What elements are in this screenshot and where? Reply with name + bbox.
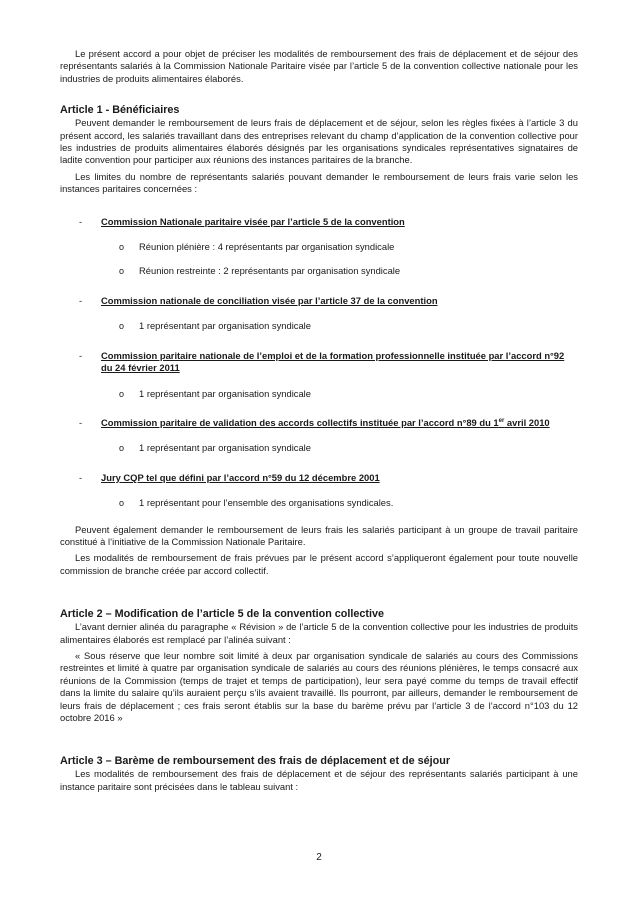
article-1-heading: Article 1 - Bénéficiaires: [60, 104, 180, 117]
article-2-paragraph-1: L’avant dernier alinéa du paragraphe « Révision » de l’article 5 de la convention collective pour les industries de produits alimentaires élaborés est remplacé par l’alinéa suivant :: [60, 621, 578, 645]
article-2-paragraph-2: « Sous réserve que leur nombre soit limité à deux par organisation syndicale de salariés au cours des Commissions restreintes et limité à quatre par organisation syndicale de salariés au cours des réunions plénières, le temps consacré aux réunions de la Commission (temps de trajet et temps de participation), leur sera payé comme du temps de travail effectif dans la limite du salaire qu’ils auraient perçu s’ils avaient travaillé. Ils pourront, par ailleurs, demander le remboursement de leurs frais de déplacement ; ces frais seront établis sur la base du barème prévu par l’article 3 de l’accord n°103 du 12 octobre 2016 »: [60, 649, 578, 723]
list-item-commission-validation: - Commission paritaire de validation des accords collectifs instituée par l’accord n°89 du 1er avril 2010: [79, 416, 550, 428]
page-number: 2: [316, 852, 322, 863]
sub-item: o Réunion restreinte : 2 représentants par organisation syndicale: [119, 265, 401, 277]
sub-item: o 1 représentant par organisation syndicale: [119, 387, 311, 399]
article-3-heading: Article 3 – Barème de remboursement des frais de déplacement et de séjour: [60, 755, 451, 768]
sub-item: o 1 représentant par organisation syndicale: [119, 442, 311, 454]
article-1-paragraph-1: Peuvent demander le remboursement de leurs frais de déplacement et de séjour, selon les règles fixées à l’article 3 du présent accord, les salariés travaillant dans des entreprises relevant du champ d’application de la convention collective pour les industries de produits alimentaires élaborés désignés par les organisations syndicales représentatives signataires de ladite convention pour participer aux réunions des instances paritaires de la branche.: [60, 117, 578, 166]
list-item-jury-cqp: - Jury CQP tel que défini par l’accord n°59 du 12 décembre 2001: [79, 471, 380, 483]
sub-item: o Réunion plénière : 4 représentants par organisation syndicale: [119, 241, 395, 253]
sub-item: o 1 représentant pour l’ensemble des organisations syndicales.: [119, 497, 394, 509]
list-item-title: Commission paritaire de validation des accords collectifs instituée par l’accord n°89 du 1er avril 2010: [101, 416, 550, 428]
article-3-paragraph-1: Les modalités de remboursement des frais de déplacement et de séjour des représentants salariés participant à une instance paritaire sont précisées dans le tableau suivant :: [60, 768, 578, 792]
list-item-commission-emploi-formation: - Commission paritaire nationale de l’emploi et de la formation professionnelle instituée par l’accord n°92 du 24 février 2011: [79, 349, 565, 374]
article-2-heading: Article 2 – Modification de l’article 5 de la convention collective: [60, 608, 385, 621]
sub-item: o 1 représentant par organisation syndicale: [119, 320, 311, 332]
intro-paragraph: Le présent accord a pour objet de préciser les modalités de remboursement des frais de déplacement et de séjour des représentants salariés à la Commission Nationale Paritaire visée par l’article 5 de la convention collective nationale pour les industries de produits alimentaires élaborés.: [60, 48, 578, 84]
list-item-title: Jury CQP tel que défini par l’accord n°59 du 12 décembre 2001: [101, 471, 380, 483]
list-item-commission-nationale-paritaire: - Commission Nationale paritaire visée par l’article 5 de la convention: [79, 215, 405, 227]
list-item-title: Commission paritaire nationale de l’emploi et de la formation professionnelle instituée par l’accord n°92 du 24 février 2011: [101, 349, 565, 374]
article-1-paragraph-4: Les modalités de remboursement de frais prévues par le présent accord s’appliqueront également pour toute nouvelle commission de branche créée par accord collectif.: [60, 552, 578, 576]
article-1-paragraph-2: Les limites du nombre de représentants salariés pouvant demander le remboursement de leurs frais varie selon les instances paritaires concernées :: [60, 170, 578, 195]
list-item-title: Commission nationale de conciliation visée par l’article 37 de la convention: [101, 294, 438, 306]
list-item-title: Commission Nationale paritaire visée par l’article 5 de la convention: [101, 215, 405, 227]
list-item-commission-conciliation: - Commission nationale de conciliation visée par l’article 37 de la convention: [79, 294, 438, 306]
article-1-paragraph-3: Peuvent également demander le remboursement de leurs frais les salariés participant à un groupe de travail paritaire constitué à l’initiative de la Commission Nationale Paritaire.: [60, 523, 578, 547]
